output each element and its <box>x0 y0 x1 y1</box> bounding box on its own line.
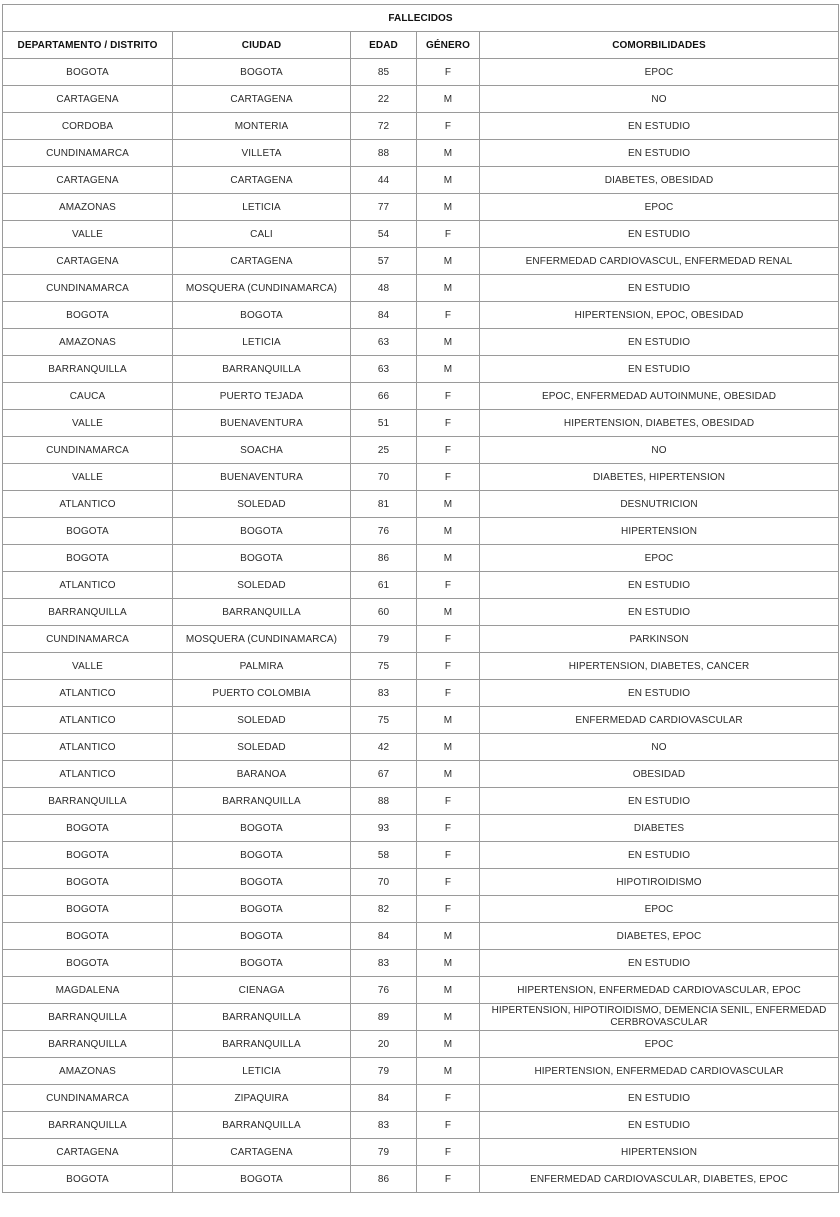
table-row <box>3 1031 839 1058</box>
cell-comorbilidades: EN ESTUDIO <box>480 1112 839 1139</box>
cell-ciudad: MOSQUERA (CUNDINAMARCA) <box>173 626 351 653</box>
cell-edad: 84 <box>351 302 417 329</box>
cell-edad: 93 <box>351 815 417 842</box>
cell-genero: M <box>417 491 480 518</box>
table-row <box>3 653 839 680</box>
cell-genero: M <box>417 545 480 572</box>
table-row <box>3 140 839 167</box>
cell-departamento: BOGOTA <box>3 1166 173 1193</box>
cell-genero: M <box>417 167 480 194</box>
table-row <box>3 896 839 923</box>
cell-comorbilidades: NO <box>480 734 839 761</box>
cell-ciudad: BARRANQUILLA <box>173 1112 351 1139</box>
cell-genero: M <box>417 1058 480 1085</box>
cell-comorbilidades: HIPERTENSION, HIPOTIROIDISMO, DEMENCIA SENIL, ENFERMEDAD CERBROVASCULAR <box>480 1004 839 1031</box>
cell-ciudad: SOLEDAD <box>173 734 351 761</box>
cell-ciudad: BOGOTA <box>173 896 351 923</box>
cell-genero: M <box>417 518 480 545</box>
cell-genero: M <box>417 1031 480 1058</box>
cell-departamento: CUNDINAMARCA <box>3 626 173 653</box>
cell-genero: F <box>417 59 480 86</box>
cell-comorbilidades: EN ESTUDIO <box>480 788 839 815</box>
cell-genero: M <box>417 275 480 302</box>
cell-ciudad: MONTERIA <box>173 113 351 140</box>
cell-departamento: BARRANQUILLA <box>3 1031 173 1058</box>
table-row <box>3 1004 839 1031</box>
cell-edad: 48 <box>351 275 417 302</box>
cell-genero: F <box>417 842 480 869</box>
cell-edad: 61 <box>351 572 417 599</box>
table-row <box>3 869 839 896</box>
table-row <box>3 302 839 329</box>
cell-comorbilidades: NO <box>480 86 839 113</box>
table-row <box>3 545 839 572</box>
cell-ciudad: PUERTO COLOMBIA <box>173 680 351 707</box>
cell-ciudad: ZIPAQUIRA <box>173 1085 351 1112</box>
table-row <box>3 1058 839 1085</box>
cell-ciudad: BOGOTA <box>173 59 351 86</box>
cell-departamento: VALLE <box>3 464 173 491</box>
cell-genero: F <box>417 680 480 707</box>
cell-ciudad: BOGOTA <box>173 545 351 572</box>
cell-genero: M <box>417 734 480 761</box>
cell-ciudad: BUENAVENTURA <box>173 464 351 491</box>
table-row <box>3 329 839 356</box>
cell-ciudad: BOGOTA <box>173 302 351 329</box>
cell-departamento: ATLANTICO <box>3 680 173 707</box>
cell-ciudad: CALI <box>173 221 351 248</box>
table-row <box>3 194 839 221</box>
table-row <box>3 1112 839 1139</box>
cell-ciudad: CARTAGENA <box>173 248 351 275</box>
cell-departamento: CORDOBA <box>3 113 173 140</box>
cell-departamento: ATLANTICO <box>3 734 173 761</box>
cell-departamento: AMAZONAS <box>3 329 173 356</box>
header-departamento: DEPARTAMENTO / DISTRITO <box>3 32 173 59</box>
cell-ciudad: BOGOTA <box>173 869 351 896</box>
cell-genero: F <box>417 383 480 410</box>
cell-departamento: BOGOTA <box>3 950 173 977</box>
cell-edad: 83 <box>351 1112 417 1139</box>
cell-edad: 63 <box>351 329 417 356</box>
cell-genero: M <box>417 761 480 788</box>
cell-comorbilidades: EPOC <box>480 1031 839 1058</box>
cell-ciudad: BARRANQUILLA <box>173 356 351 383</box>
cell-departamento: BOGOTA <box>3 869 173 896</box>
table-row <box>3 491 839 518</box>
cell-genero: M <box>417 950 480 977</box>
cell-genero: F <box>417 221 480 248</box>
cell-departamento: CUNDINAMARCA <box>3 140 173 167</box>
cell-ciudad: BOGOTA <box>173 815 351 842</box>
cell-ciudad: CARTAGENA <box>173 167 351 194</box>
cell-ciudad: BOGOTA <box>173 842 351 869</box>
cell-ciudad: BARANOA <box>173 761 351 788</box>
cell-ciudad: BOGOTA <box>173 1166 351 1193</box>
cell-ciudad: LETICIA <box>173 194 351 221</box>
cell-departamento: VALLE <box>3 653 173 680</box>
cell-comorbilidades: PARKINSON <box>480 626 839 653</box>
cell-departamento: BOGOTA <box>3 842 173 869</box>
cell-departamento: BARRANQUILLA <box>3 1004 173 1031</box>
cell-ciudad: BUENAVENTURA <box>173 410 351 437</box>
table-row <box>3 410 839 437</box>
cell-ciudad: SOLEDAD <box>173 491 351 518</box>
cell-edad: 89 <box>351 1004 417 1031</box>
table-row <box>3 761 839 788</box>
cell-comorbilidades: EN ESTUDIO <box>480 599 839 626</box>
cell-edad: 60 <box>351 599 417 626</box>
cell-edad: 76 <box>351 518 417 545</box>
cell-genero: M <box>417 248 480 275</box>
cell-edad: 83 <box>351 950 417 977</box>
table-row <box>3 1085 839 1112</box>
cell-ciudad: BOGOTA <box>173 518 351 545</box>
cell-comorbilidades: ENFERMEDAD CARDIOVASCULAR <box>480 707 839 734</box>
table-row <box>3 572 839 599</box>
cell-departamento: CUNDINAMARCA <box>3 275 173 302</box>
header-genero: GÉNERO <box>417 32 480 59</box>
cell-departamento: BOGOTA <box>3 896 173 923</box>
table-row <box>3 518 839 545</box>
cell-comorbilidades: DIABETES, OBESIDAD <box>480 167 839 194</box>
cell-comorbilidades: EN ESTUDIO <box>480 950 839 977</box>
cell-comorbilidades: EN ESTUDIO <box>480 1085 839 1112</box>
cell-departamento: BOGOTA <box>3 518 173 545</box>
cell-comorbilidades: HIPERTENSION <box>480 1139 839 1166</box>
cell-edad: 42 <box>351 734 417 761</box>
cell-ciudad: BARRANQUILLA <box>173 1031 351 1058</box>
cell-edad: 88 <box>351 788 417 815</box>
cell-edad: 20 <box>351 1031 417 1058</box>
cell-genero: M <box>417 599 480 626</box>
cell-edad: 84 <box>351 923 417 950</box>
cell-comorbilidades: DIABETES, EPOC <box>480 923 839 950</box>
header-edad: EDAD <box>351 32 417 59</box>
table-row <box>3 437 839 464</box>
cell-edad: 70 <box>351 869 417 896</box>
cell-genero: F <box>417 113 480 140</box>
cell-genero: F <box>417 896 480 923</box>
cell-comorbilidades: EN ESTUDIO <box>480 140 839 167</box>
cell-comorbilidades: NO <box>480 437 839 464</box>
cell-departamento: BARRANQUILLA <box>3 1112 173 1139</box>
cell-departamento: AMAZONAS <box>3 1058 173 1085</box>
cell-departamento: CARTAGENA <box>3 167 173 194</box>
cell-comorbilidades: EN ESTUDIO <box>480 842 839 869</box>
cell-departamento: ATLANTICO <box>3 491 173 518</box>
cell-departamento: BOGOTA <box>3 302 173 329</box>
header-comorbilidades: COMORBILIDADES <box>480 32 839 59</box>
cell-comorbilidades: HIPERTENSION, ENFERMEDAD CARDIOVASCULAR, EPOC <box>480 977 839 1004</box>
cell-ciudad: SOACHA <box>173 437 351 464</box>
table-row <box>3 59 839 86</box>
cell-ciudad: BARRANQUILLA <box>173 1004 351 1031</box>
cell-edad: 75 <box>351 653 417 680</box>
cell-comorbilidades: DIABETES, HIPERTENSION <box>480 464 839 491</box>
cell-comorbilidades: EN ESTUDIO <box>480 572 839 599</box>
cell-edad: 67 <box>351 761 417 788</box>
cell-comorbilidades: EPOC, ENFERMEDAD AUTOINMUNE, OBESIDAD <box>480 383 839 410</box>
table-row <box>3 599 839 626</box>
cell-ciudad: CARTAGENA <box>173 86 351 113</box>
cell-edad: 82 <box>351 896 417 923</box>
cell-ciudad: LETICIA <box>173 1058 351 1085</box>
table-row <box>3 221 839 248</box>
cell-edad: 79 <box>351 626 417 653</box>
cell-comorbilidades: OBESIDAD <box>480 761 839 788</box>
cell-ciudad: BARRANQUILLA <box>173 788 351 815</box>
cell-edad: 81 <box>351 491 417 518</box>
table-row <box>3 113 839 140</box>
cell-departamento: CUNDINAMARCA <box>3 1085 173 1112</box>
cell-edad: 83 <box>351 680 417 707</box>
cell-departamento: BARRANQUILLA <box>3 356 173 383</box>
cell-genero: M <box>417 140 480 167</box>
cell-departamento: CUNDINAMARCA <box>3 437 173 464</box>
cell-departamento: ATLANTICO <box>3 572 173 599</box>
cell-comorbilidades: EPOC <box>480 59 839 86</box>
cell-comorbilidades: EN ESTUDIO <box>480 275 839 302</box>
cell-ciudad: VILLETA <box>173 140 351 167</box>
cell-departamento: CARTAGENA <box>3 1139 173 1166</box>
table-row <box>3 788 839 815</box>
cell-comorbilidades: HIPERTENSION <box>480 518 839 545</box>
table-row <box>3 383 839 410</box>
cell-comorbilidades: EN ESTUDIO <box>480 680 839 707</box>
cell-edad: 84 <box>351 1085 417 1112</box>
cell-comorbilidades: DIABETES <box>480 815 839 842</box>
cell-edad: 79 <box>351 1139 417 1166</box>
table-row <box>3 86 839 113</box>
table-title-row <box>3 5 839 32</box>
cell-genero: F <box>417 1139 480 1166</box>
cell-comorbilidades: HIPERTENSION, ENFERMEDAD CARDIOVASCULAR <box>480 1058 839 1085</box>
table-row <box>3 707 839 734</box>
cell-departamento: MAGDALENA <box>3 977 173 1004</box>
cell-edad: 86 <box>351 1166 417 1193</box>
cell-ciudad: BARRANQUILLA <box>173 599 351 626</box>
table-row <box>3 734 839 761</box>
cell-comorbilidades: EN ESTUDIO <box>480 356 839 383</box>
cell-ciudad: CARTAGENA <box>173 1139 351 1166</box>
cell-ciudad: PUERTO TEJADA <box>173 383 351 410</box>
cell-genero: F <box>417 1112 480 1139</box>
cell-departamento: AMAZONAS <box>3 194 173 221</box>
cell-genero: M <box>417 1004 480 1031</box>
cell-departamento: BARRANQUILLA <box>3 788 173 815</box>
cell-comorbilidades: HIPERTENSION, DIABETES, CANCER <box>480 653 839 680</box>
cell-edad: 57 <box>351 248 417 275</box>
cell-edad: 75 <box>351 707 417 734</box>
fallecidos-table <box>2 4 839 1193</box>
cell-departamento: BOGOTA <box>3 815 173 842</box>
cell-edad: 22 <box>351 86 417 113</box>
cell-genero: F <box>417 653 480 680</box>
cell-ciudad: PALMIRA <box>173 653 351 680</box>
table-row <box>3 923 839 950</box>
cell-ciudad: SOLEDAD <box>173 707 351 734</box>
cell-edad: 79 <box>351 1058 417 1085</box>
cell-genero: M <box>417 194 480 221</box>
header-ciudad: CIUDAD <box>173 32 351 59</box>
cell-genero: M <box>417 86 480 113</box>
cell-genero: F <box>417 464 480 491</box>
cell-comorbilidades: EN ESTUDIO <box>480 113 839 140</box>
cell-departamento: CARTAGENA <box>3 86 173 113</box>
table-row <box>3 626 839 653</box>
cell-departamento: CARTAGENA <box>3 248 173 275</box>
table-row <box>3 167 839 194</box>
cell-edad: 54 <box>351 221 417 248</box>
table-row <box>3 950 839 977</box>
cell-genero: F <box>417 1085 480 1112</box>
cell-departamento: VALLE <box>3 221 173 248</box>
table-header-row <box>3 32 839 59</box>
cell-edad: 72 <box>351 113 417 140</box>
cell-genero: F <box>417 572 480 599</box>
cell-genero: M <box>417 329 480 356</box>
cell-departamento: BOGOTA <box>3 923 173 950</box>
cell-departamento: VALLE <box>3 410 173 437</box>
cell-edad: 63 <box>351 356 417 383</box>
cell-edad: 66 <box>351 383 417 410</box>
cell-genero: F <box>417 788 480 815</box>
cell-genero: F <box>417 815 480 842</box>
cell-comorbilidades: HIPERTENSION, DIABETES, OBESIDAD <box>480 410 839 437</box>
cell-edad: 76 <box>351 977 417 1004</box>
cell-departamento: ATLANTICO <box>3 707 173 734</box>
cell-comorbilidades: EN ESTUDIO <box>480 221 839 248</box>
cell-genero: F <box>417 410 480 437</box>
table-row <box>3 1139 839 1166</box>
cell-departamento: ATLANTICO <box>3 761 173 788</box>
table-row <box>3 275 839 302</box>
cell-comorbilidades: DESNUTRICION <box>480 491 839 518</box>
cell-edad: 77 <box>351 194 417 221</box>
cell-comorbilidades: ENFERMEDAD CARDIOVASCULAR, DIABETES, EPOC <box>480 1166 839 1193</box>
cell-edad: 85 <box>351 59 417 86</box>
cell-ciudad: SOLEDAD <box>173 572 351 599</box>
cell-ciudad: CIENAGA <box>173 977 351 1004</box>
cell-departamento: BOGOTA <box>3 59 173 86</box>
cell-edad: 44 <box>351 167 417 194</box>
cell-genero: F <box>417 302 480 329</box>
cell-edad: 70 <box>351 464 417 491</box>
cell-ciudad: BOGOTA <box>173 923 351 950</box>
cell-ciudad: BOGOTA <box>173 950 351 977</box>
table-row <box>3 356 839 383</box>
cell-ciudad: LETICIA <box>173 329 351 356</box>
cell-genero: M <box>417 977 480 1004</box>
cell-genero: F <box>417 869 480 896</box>
cell-genero: F <box>417 626 480 653</box>
cell-edad: 58 <box>351 842 417 869</box>
cell-genero: F <box>417 437 480 464</box>
cell-comorbilidades: EN ESTUDIO <box>480 329 839 356</box>
table-row <box>3 1166 839 1193</box>
table-row <box>3 977 839 1004</box>
cell-edad: 88 <box>351 140 417 167</box>
cell-comorbilidades: ENFERMEDAD CARDIOVASCUL, ENFERMEDAD RENAL <box>480 248 839 275</box>
table-body <box>3 59 839 1193</box>
cell-departamento: CAUCA <box>3 383 173 410</box>
table-row <box>3 842 839 869</box>
cell-genero: M <box>417 923 480 950</box>
table-title: FALLECIDOS <box>3 5 839 32</box>
cell-comorbilidades: EPOC <box>480 194 839 221</box>
cell-departamento: BARRANQUILLA <box>3 599 173 626</box>
cell-comorbilidades: HIPOTIROIDISMO <box>480 869 839 896</box>
cell-edad: 25 <box>351 437 417 464</box>
table-row <box>3 248 839 275</box>
cell-genero: F <box>417 1166 480 1193</box>
cell-comorbilidades: EPOC <box>480 896 839 923</box>
table-row <box>3 680 839 707</box>
cell-edad: 86 <box>351 545 417 572</box>
cell-departamento: BOGOTA <box>3 545 173 572</box>
cell-ciudad: MOSQUERA (CUNDINAMARCA) <box>173 275 351 302</box>
cell-genero: M <box>417 356 480 383</box>
table-row <box>3 815 839 842</box>
cell-genero: M <box>417 707 480 734</box>
cell-edad: 51 <box>351 410 417 437</box>
table-row <box>3 464 839 491</box>
cell-comorbilidades: HIPERTENSION, EPOC, OBESIDAD <box>480 302 839 329</box>
cell-comorbilidades: EPOC <box>480 545 839 572</box>
